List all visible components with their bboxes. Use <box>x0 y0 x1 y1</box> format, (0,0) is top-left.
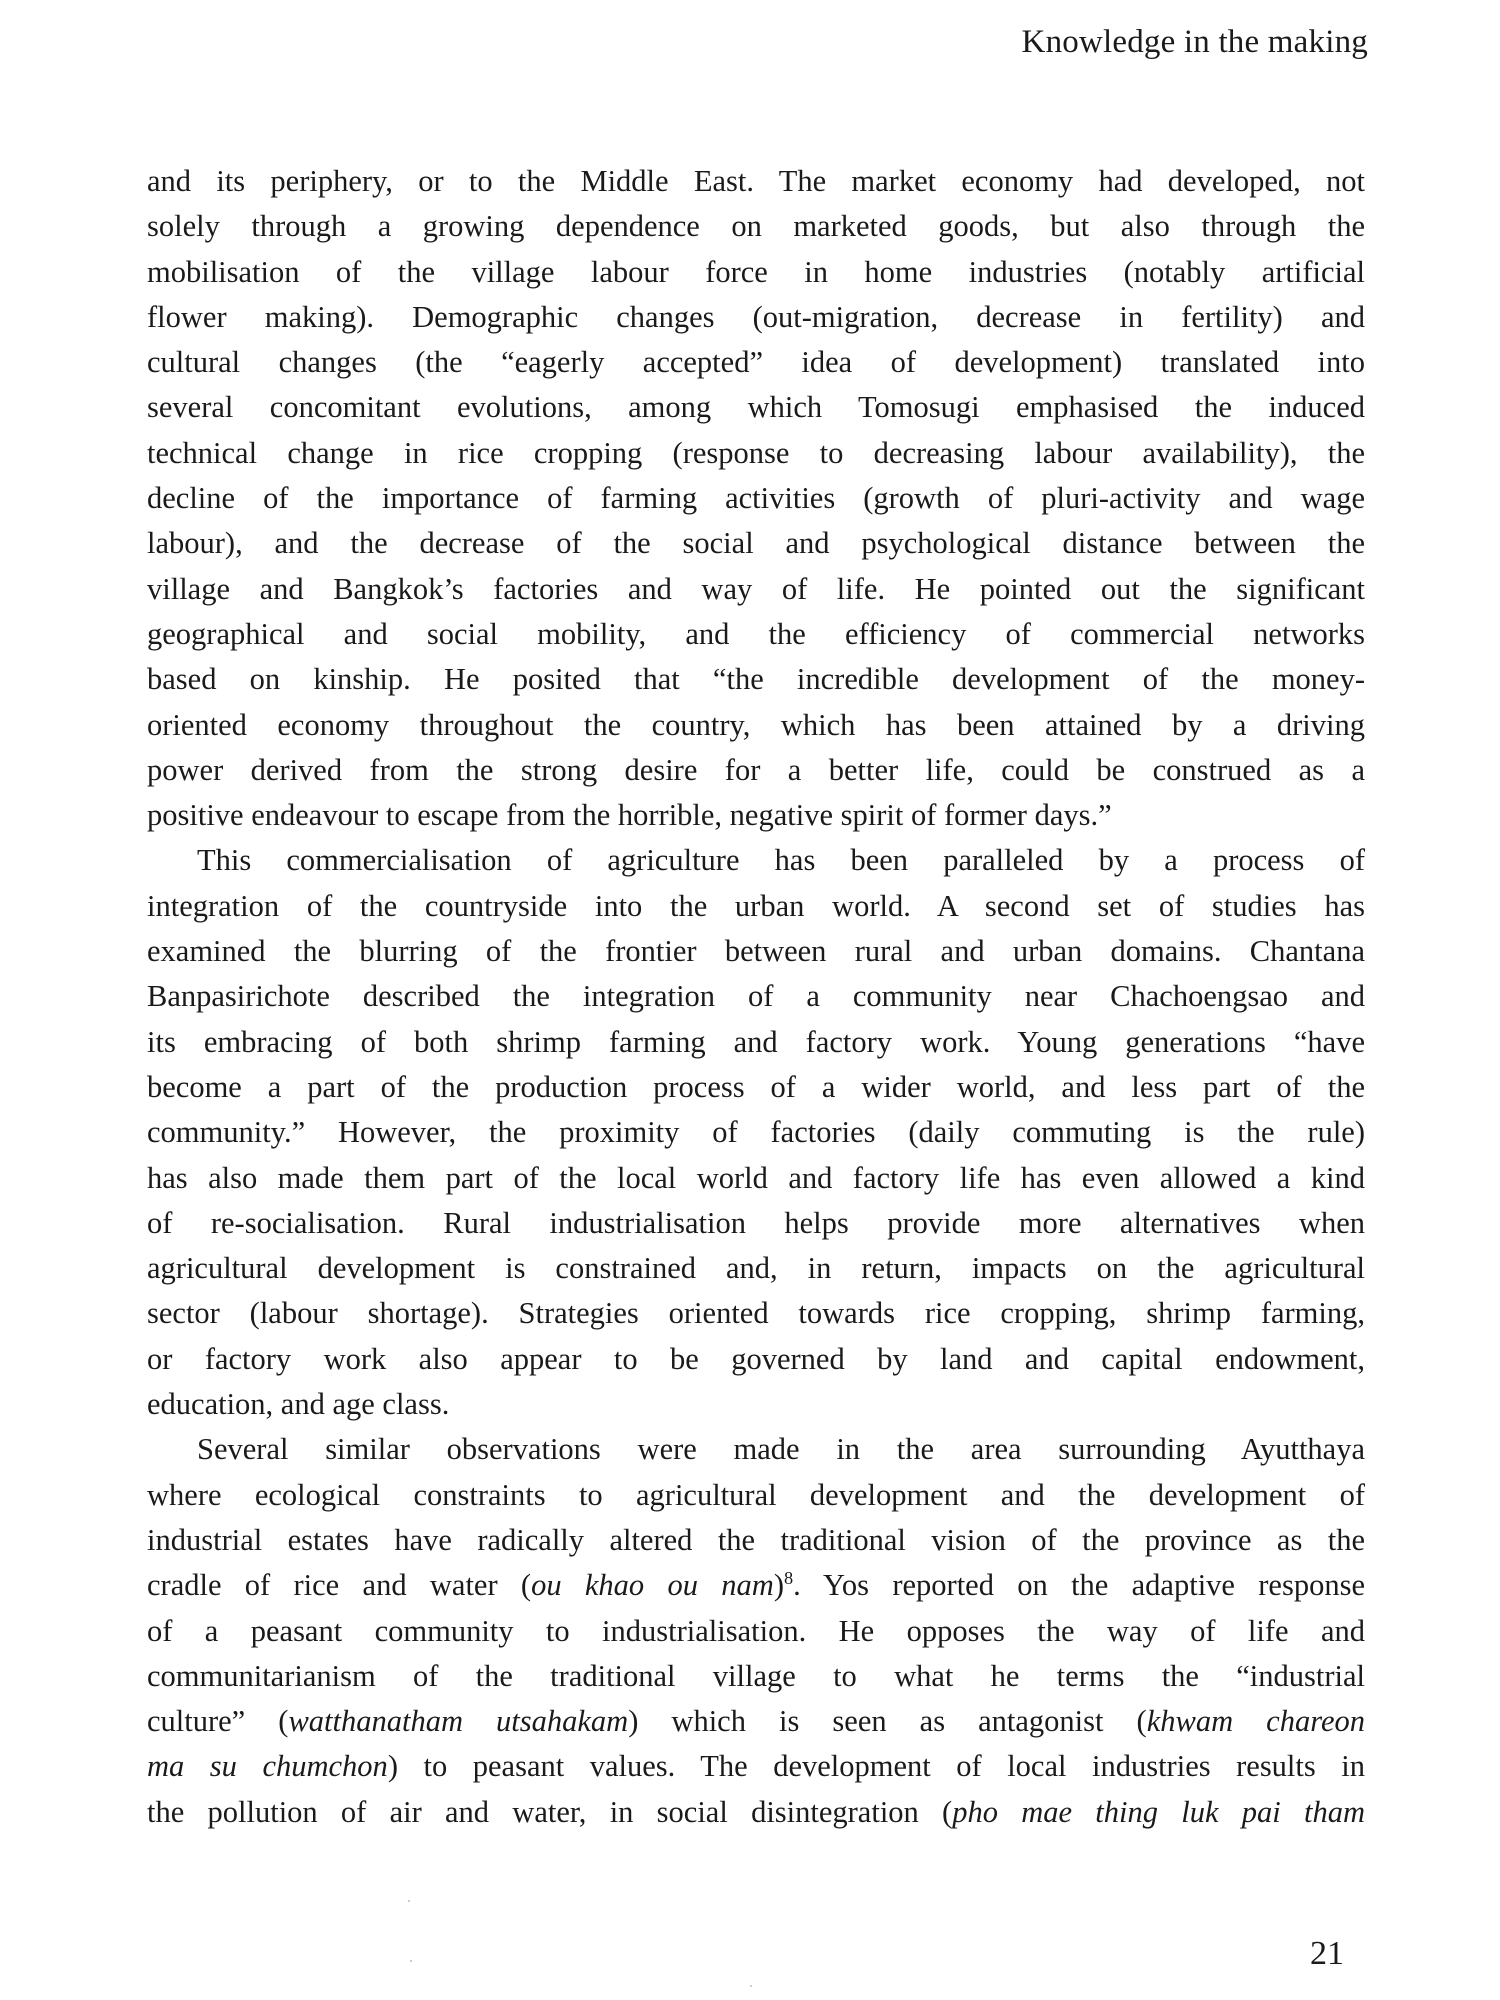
text-line <box>147 250 1365 295</box>
text-run: sector (labour shortage). Strategies oriented towards rice cropping, shrimp farming, <box>147 1296 1365 1331</box>
text-line <box>147 884 1365 929</box>
text-line <box>147 612 1365 657</box>
text-line <box>147 1065 1365 1110</box>
paragraph <box>147 159 1365 838</box>
text-line <box>147 929 1365 974</box>
text-run: cradle of rice and water ( <box>147 1568 532 1603</box>
text-line <box>147 385 1365 430</box>
text-run: of a peasant community to industrialisation. He opposes the way of life and <box>147 1613 1365 1648</box>
text-run: communitarianism of the traditional village to what he terms the “industrial <box>147 1658 1365 1693</box>
text-run: This commercialisation of agriculture has been paralleled by a process of <box>197 843 1365 878</box>
text-run: village and Bangkok’s factories and way of life. He pointed out the significant <box>147 571 1365 606</box>
text-line <box>147 793 1365 838</box>
text-run: and its periphery, or to the Middle East. The market economy had developed, not <box>147 164 1365 198</box>
text-run: of re-socialisation. Rural industrialisation helps provide more alternatives when <box>147 1205 1365 1240</box>
text-line <box>147 838 1365 883</box>
text-run: community.” However, the proximity of factories (daily commuting is the rule) <box>147 1115 1365 1150</box>
text-run: agricultural development is constrained and, in return, impacts on the agricultural <box>147 1251 1365 1286</box>
text-run: positive endeavour to escape from the horrible, negative spirit of former days.” <box>147 798 1112 833</box>
text-line <box>147 295 1365 340</box>
page-number: 21 <box>1310 1935 1344 1972</box>
paragraph <box>147 838 1365 1427</box>
text-run: several concomitant evolutions, among which Tomosugi emphasised the induced <box>147 390 1365 425</box>
text-line <box>147 567 1365 612</box>
text-run: ) which is seen as antagonist ( <box>628 1704 1147 1739</box>
text-run: Banpasirichote described the integration of a community near Chachoengsao and <box>147 979 1365 1014</box>
text-run: power derived from the strong desire for a better life, could be construed as a <box>147 752 1365 787</box>
text-run: technical change in rice cropping (response to decreasing labour availability), the <box>147 435 1365 470</box>
text-line <box>147 1699 1365 1744</box>
text-line <box>147 340 1365 385</box>
paragraph <box>147 1427 1365 1835</box>
text-line <box>147 1790 1365 1835</box>
text-run: flower making). Demographic changes (out-migration, decrease in fertility) and <box>147 299 1365 334</box>
text-run: decline of the importance of farming activities (growth of pluri-activity and wage <box>147 481 1365 516</box>
text-run: where ecological constraints to agricultural development and the development of <box>147 1477 1365 1512</box>
text-line <box>147 1291 1365 1336</box>
text-run: solely through a growing dependence on marketed goods, but also through the <box>147 209 1365 244</box>
text-run: has also made them part of the local world and factory life has even allowed a kind <box>147 1160 1365 1195</box>
text-line <box>147 431 1365 476</box>
italic-term: khwam chareon <box>1146 1704 1365 1739</box>
text-line <box>147 1246 1365 1291</box>
text-run: its embracing of both shrimp farming and factory work. Young generations “have <box>147 1024 1365 1059</box>
text-run: become a part of the production process of a wider world, and less part of the <box>147 1069 1365 1104</box>
text-line <box>147 1654 1365 1699</box>
text-line <box>147 521 1365 566</box>
text-line <box>147 1427 1365 1472</box>
text-run: integration of the countryside into the urban world. A second set of studies has <box>147 888 1365 923</box>
text-line <box>147 159 1365 204</box>
body-text <box>147 159 1365 1835</box>
text-run: culture” ( <box>147 1704 289 1739</box>
italic-term: ou khao ou nam <box>531 1568 774 1603</box>
italic-term: ma su chumchon <box>147 1749 388 1784</box>
text-line <box>147 657 1365 702</box>
text-line <box>147 974 1365 1019</box>
scan-speck <box>408 1900 410 1902</box>
text-line <box>147 1110 1365 1155</box>
italic-term: pho mae thing luk pai tham <box>952 1794 1365 1829</box>
text-line <box>147 1473 1365 1518</box>
text-line <box>147 1337 1365 1382</box>
text-run: labour), and the decrease of the social and psychological distance between the <box>147 526 1365 561</box>
text-line <box>147 1020 1365 1065</box>
text-run: ) to peasant values. The development of local industries results in <box>387 1749 1366 1784</box>
text-run: Several similar observations were made in the area surrounding Ayutthaya <box>197 1432 1365 1467</box>
text-run: ) <box>773 1568 784 1603</box>
running-head: Knowledge in the making <box>1021 24 1368 60</box>
scan-speck <box>750 1985 752 1987</box>
text-line <box>147 1609 1365 1654</box>
text-run: industrial estates have radically altered the traditional vision of the province as the <box>147 1522 1365 1557</box>
text-run: education, and age class. <box>147 1387 450 1422</box>
text-run: examined the blurring of the frontier between rural and urban domains. Chantana <box>147 934 1365 969</box>
text-run: based on kinship. He posited that “the incredible development of the money- <box>147 662 1365 697</box>
text-run: cultural changes (the “eagerly accepted” idea of development) translated into <box>147 345 1365 380</box>
text-run: the pollution of air and water, in social disintegration ( <box>147 1794 953 1829</box>
text-run: mobilisation of the village labour force in home industries (notably artificial <box>147 254 1365 289</box>
text-line <box>147 748 1365 793</box>
text-line <box>147 204 1365 249</box>
text-line <box>147 1518 1365 1563</box>
text-line <box>147 1744 1365 1789</box>
italic-term: watthanatham utsahakam <box>288 1704 629 1739</box>
text-line <box>147 703 1365 748</box>
text-line <box>147 1563 1365 1608</box>
text-line <box>147 1382 1365 1427</box>
text-run: geographical and social mobility, and the efficiency of commercial networks <box>147 616 1365 651</box>
text-line <box>147 1201 1365 1246</box>
text-run: . Yos reported on the adaptive response <box>793 1568 1365 1603</box>
scan-speck <box>410 1960 412 1962</box>
text-line <box>147 476 1365 521</box>
footnote-ref: 8 <box>784 1568 794 1589</box>
text-run: or factory work also appear to be governed by land and capital endowment, <box>147 1341 1365 1376</box>
text-run: oriented economy throughout the country, which has been attained by a driving <box>147 707 1365 742</box>
text-line <box>147 1156 1365 1201</box>
